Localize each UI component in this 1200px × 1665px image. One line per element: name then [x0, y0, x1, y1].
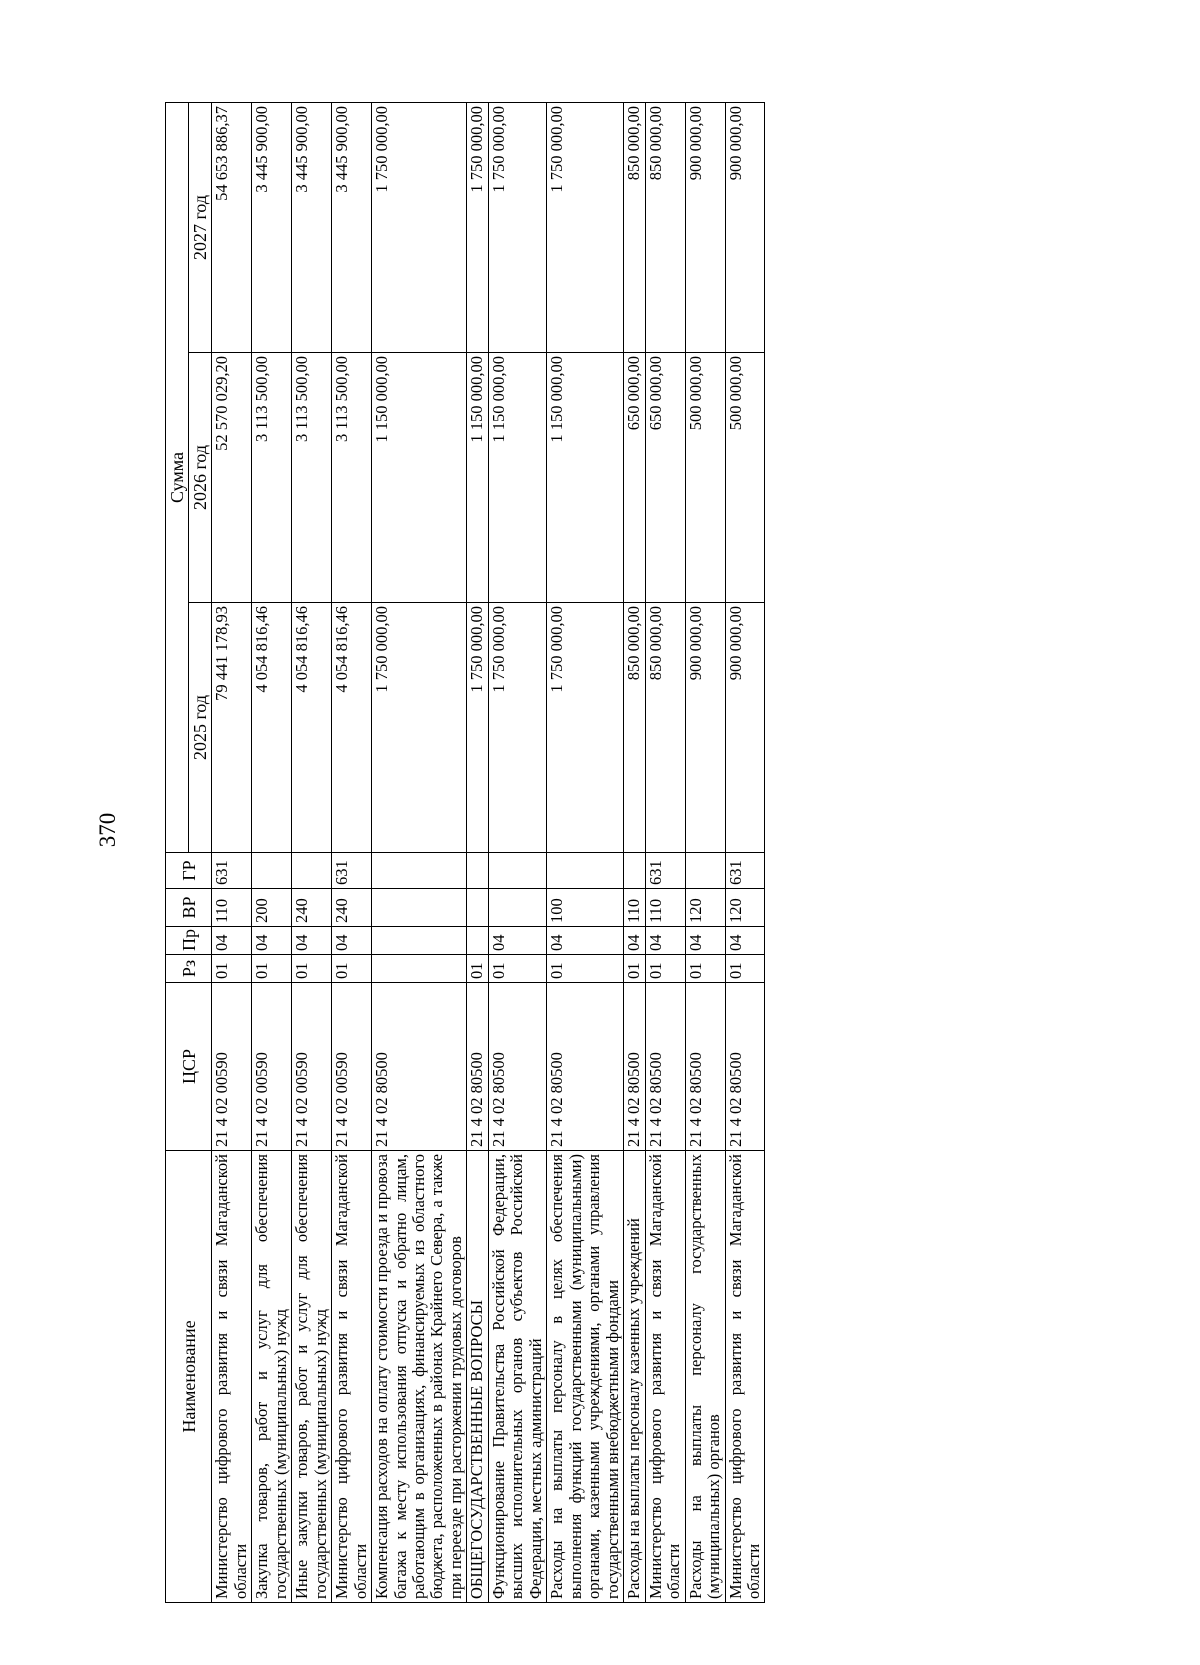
cell-sum-2025: 79 441 178,93 [212, 603, 252, 853]
cell-rz: 01 [212, 955, 252, 983]
cell-csr: 21 4 02 80500 [488, 983, 546, 1151]
page-number: 370 [95, 812, 120, 848]
header-gr: ГР [166, 853, 212, 889]
cell-sum-2026: 1 150 000,00 [467, 353, 488, 603]
header-sum: Сумма [166, 102, 189, 852]
cell-sum-2026: 650 000,00 [645, 353, 685, 603]
cell-gr [547, 853, 624, 889]
table-row [467, 102, 488, 1602]
cell-csr: 21 4 02 80500 [624, 983, 645, 1151]
cell-sum-2027: 3 445 900,00 [332, 102, 372, 352]
cell-gr: 631 [645, 853, 685, 889]
cell-sum-2025: 1 750 000,00 [488, 603, 546, 853]
cell-pr: 04 [332, 927, 372, 955]
cell-vr: 110 [212, 889, 252, 927]
header-vr: ВР [166, 889, 212, 927]
table-body [212, 102, 765, 1602]
cell-sum-2027: 850 000,00 [645, 102, 685, 352]
cell-gr [292, 853, 332, 889]
cell-gr [685, 853, 725, 889]
cell-gr [488, 853, 546, 889]
table-row [624, 102, 645, 1602]
header-year-2026: 2026 год [189, 353, 212, 603]
cell-rz: 01 [685, 955, 725, 983]
cell-pr [372, 927, 467, 955]
cell-pr: 04 [252, 927, 292, 955]
cell-name: Расходы на выплаты персоналу в целях обеспечения выполнения функций государственными (муниципальными) органами, казенными учреждениями, органами управления государственными внебюджетными фондами [547, 1151, 624, 1603]
cell-sum-2025: 850 000,00 [624, 603, 645, 853]
cell-sum-2026: 500 000,00 [725, 353, 765, 603]
table-row [645, 102, 685, 1602]
cell-name: ОБЩЕГОСУДАРСТВЕННЫЕ ВОПРОСЫ [467, 1151, 488, 1603]
cell-rz: 01 [467, 955, 488, 983]
cell-gr: 631 [332, 853, 372, 889]
table-row [685, 102, 725, 1602]
cell-sum-2027: 3 445 900,00 [252, 102, 292, 352]
table-row [725, 102, 765, 1602]
header-year-2027: 2027 год [189, 102, 212, 352]
header-pr: Пр [166, 927, 212, 955]
cell-sum-2026: 3 113 500,00 [332, 353, 372, 603]
cell-sum-2025: 900 000,00 [685, 603, 725, 853]
cell-name: Министерство цифрового развития и связи Магаданской области [725, 1151, 765, 1603]
cell-sum-2027: 900 000,00 [685, 102, 725, 352]
cell-vr: 200 [252, 889, 292, 927]
cell-name: Закупка товаров, работ и услуг для обеспечения государственных (муниципальных) нужд [252, 1151, 292, 1603]
cell-sum-2026: 52 570 029,20 [212, 353, 252, 603]
cell-sum-2027: 1 750 000,00 [488, 102, 546, 352]
cell-rz: 01 [252, 955, 292, 983]
cell-sum-2027: 1 750 000,00 [372, 102, 467, 352]
cell-rz: 01 [547, 955, 624, 983]
header-name: Наименование [166, 1151, 212, 1603]
cell-name: Функционирование Правительства Российской Федерации, высших исполнительных органов субъектов Российской Федерации, местных администраций [488, 1151, 546, 1603]
cell-rz [372, 955, 467, 983]
cell-rz: 01 [488, 955, 546, 983]
cell-pr: 04 [725, 927, 765, 955]
cell-vr: 110 [645, 889, 685, 927]
cell-sum-2025: 1 750 000,00 [467, 603, 488, 853]
cell-rz: 01 [645, 955, 685, 983]
cell-csr: 21 4 02 80500 [685, 983, 725, 1151]
cell-rz: 01 [332, 955, 372, 983]
cell-csr: 21 4 02 00590 [292, 983, 332, 1151]
table-row [488, 102, 546, 1602]
table-row [547, 102, 624, 1602]
cell-sum-2025: 4 054 816,46 [332, 603, 372, 853]
cell-sum-2027: 3 445 900,00 [292, 102, 332, 352]
cell-sum-2025: 4 054 816,46 [252, 603, 292, 853]
cell-csr: 21 4 02 80500 [547, 983, 624, 1151]
header-year-2025: 2025 год [189, 603, 212, 853]
cell-gr [467, 853, 488, 889]
cell-csr: 21 4 02 00590 [212, 983, 252, 1151]
cell-name: Расходы на выплаты персоналу государственных (муниципальных) органов [685, 1151, 725, 1603]
cell-sum-2026: 3 113 500,00 [252, 353, 292, 603]
table-row [212, 102, 252, 1602]
cell-sum-2027: 850 000,00 [624, 102, 645, 352]
cell-sum-2026: 3 113 500,00 [292, 353, 332, 603]
cell-csr: 21 4 02 80500 [725, 983, 765, 1151]
cell-sum-2025: 1 750 000,00 [547, 603, 624, 853]
cell-pr: 04 [624, 927, 645, 955]
cell-name: Министерство цифрового развития и связи Магаданской области [645, 1151, 685, 1603]
cell-csr: 21 4 02 80500 [372, 983, 467, 1151]
cell-vr: 240 [332, 889, 372, 927]
cell-sum-2026: 650 000,00 [624, 353, 645, 603]
cell-gr: 631 [725, 853, 765, 889]
cell-csr: 21 4 02 80500 [645, 983, 685, 1151]
cell-vr: 100 [547, 889, 624, 927]
cell-sum-2026: 1 150 000,00 [488, 353, 546, 603]
budget-table [165, 102, 765, 1603]
cell-pr: 04 [547, 927, 624, 955]
cell-sum-2027: 1 750 000,00 [547, 102, 624, 352]
cell-rz: 01 [624, 955, 645, 983]
cell-pr [467, 927, 488, 955]
cell-gr [624, 853, 645, 889]
table-row [252, 102, 292, 1602]
cell-name: Иные закупки товаров, работ и услуг для обеспечения государственных (муниципальных) нужд [292, 1151, 332, 1603]
cell-sum-2027: 54 653 886,37 [212, 102, 252, 352]
cell-vr [372, 889, 467, 927]
cell-pr: 04 [488, 927, 546, 955]
cell-sum-2025: 4 054 816,46 [292, 603, 332, 853]
cell-sum-2025: 900 000,00 [725, 603, 765, 853]
cell-name: Министерство цифрового развития и связи Магаданской области [332, 1151, 372, 1603]
table-row [372, 102, 467, 1602]
cell-csr: 21 4 02 80500 [467, 983, 488, 1151]
cell-vr: 120 [725, 889, 765, 927]
cell-gr [372, 853, 467, 889]
cell-name: Расходы на выплаты персоналу казенных учреждений [624, 1151, 645, 1603]
cell-rz: 01 [292, 955, 332, 983]
cell-name: Министерство цифрового развития и связи Магаданской области [212, 1151, 252, 1603]
header-csr: ЦСР [166, 983, 212, 1151]
cell-vr [467, 889, 488, 927]
cell-vr [488, 889, 546, 927]
cell-sum-2026: 1 150 000,00 [372, 353, 467, 603]
table-row [292, 102, 332, 1602]
cell-rz: 01 [725, 955, 765, 983]
cell-sum-2027: 1 750 000,00 [467, 102, 488, 352]
rotated-table-container [165, 103, 1065, 1603]
cell-pr: 04 [212, 927, 252, 955]
cell-gr: 631 [212, 853, 252, 889]
cell-sum-2027: 900 000,00 [725, 102, 765, 352]
cell-csr: 21 4 02 00590 [332, 983, 372, 1151]
cell-vr: 240 [292, 889, 332, 927]
cell-vr: 110 [624, 889, 645, 927]
table-header [166, 102, 212, 1602]
cell-pr: 04 [292, 927, 332, 955]
cell-vr: 120 [685, 889, 725, 927]
header-rz: Рз [166, 955, 212, 983]
cell-csr: 21 4 02 00590 [252, 983, 292, 1151]
cell-name: Компенсация расходов на оплату стоимости проезда и провоза багажа к месту использования отпуска и обратно лицам, работающим в организациях, финансируемых из областного бюджета, расположенных в районах Крайнего Севера, а также при переезде при расторжении трудовых договоров [372, 1151, 467, 1603]
cell-pr: 04 [645, 927, 685, 955]
cell-pr: 04 [685, 927, 725, 955]
cell-gr [252, 853, 292, 889]
cell-sum-2026: 1 150 000,00 [547, 353, 624, 603]
table-row [332, 102, 372, 1602]
cell-sum-2025: 1 750 000,00 [372, 603, 467, 853]
cell-sum-2026: 500 000,00 [685, 353, 725, 603]
cell-sum-2025: 850 000,00 [645, 603, 685, 853]
